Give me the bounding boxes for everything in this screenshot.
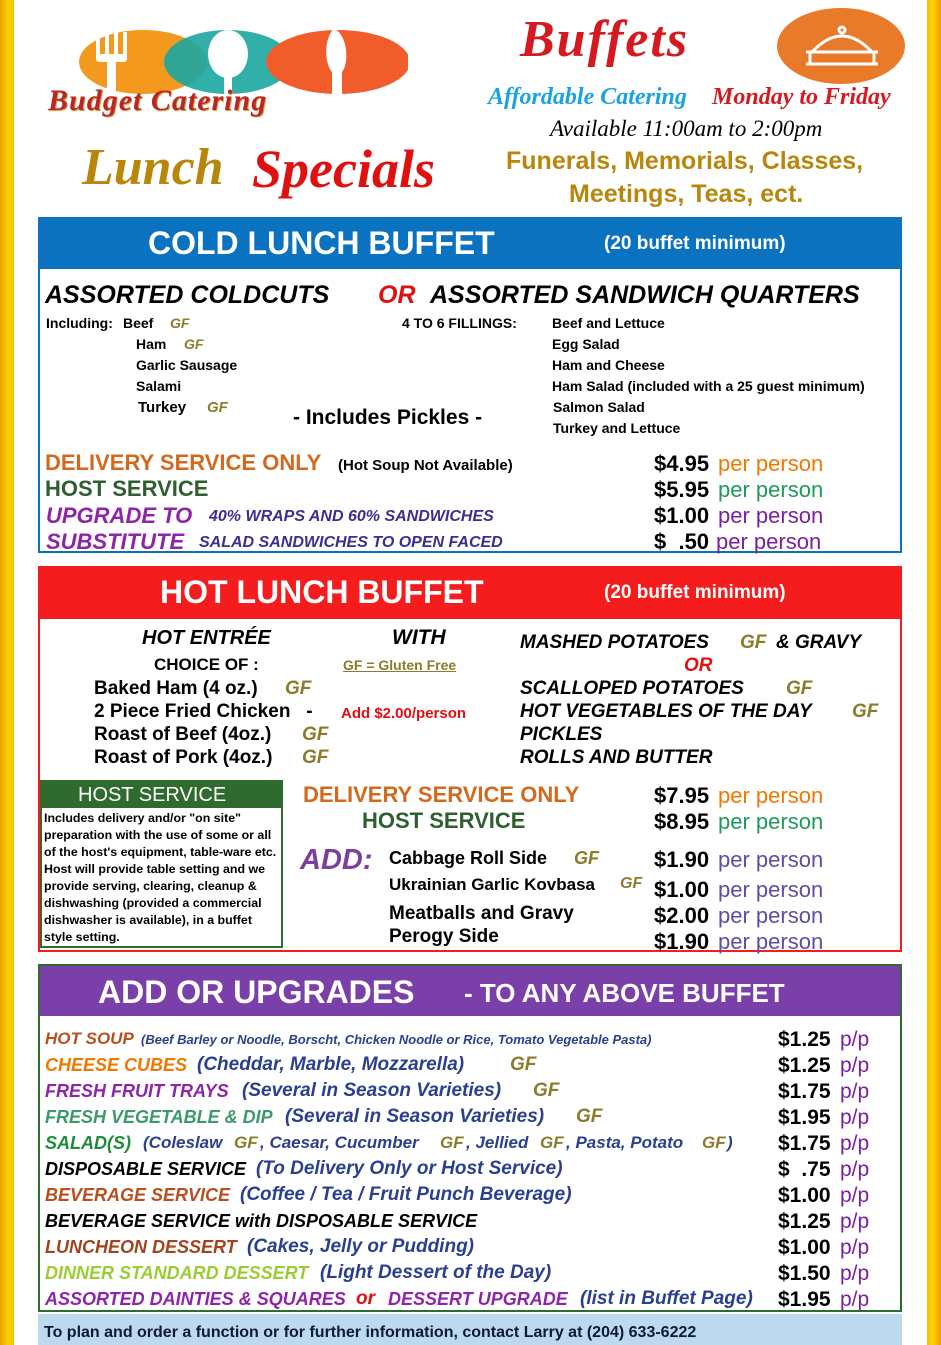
pp-label: p/p [840, 1054, 870, 1077]
gf-legend: GF = Gluten Free [343, 657, 457, 673]
hot-entree-label: HOT ENTRÉE [142, 627, 271, 649]
contact-text: To plan and order a function or for further information, contact Larry at (204) 633-6222 [44, 1324, 697, 1341]
filling-item: Ham and Cheese [552, 357, 665, 373]
upgrade-item-name: BEVERAGE SERVICE with DISPOSABLE SERVICE [45, 1211, 478, 1231]
upgrade-label: UPGRADE TO [46, 503, 193, 528]
side-pickles: PICKLES [520, 724, 603, 745]
pp-label: p/p [840, 1158, 870, 1181]
gf-tag: GF [540, 1133, 564, 1152]
upgrade-item-name: LUNCHEON DESSERT [45, 1237, 237, 1257]
gf-tag: GF [170, 315, 190, 331]
upgrade-item-name: FRESH VEGETABLE & DIP [45, 1107, 273, 1127]
brand-name: Budget Catering [48, 84, 268, 117]
including-label: Including: [46, 315, 113, 331]
cold-delivery-label: DELIVERY SERVICE ONLY [45, 450, 322, 475]
gf-tag: GF [302, 724, 329, 745]
upgrade-price: $1.75 [778, 1080, 831, 1103]
upgrade-item-desc: (Cheddar, Marble, Mozzarella) [197, 1054, 465, 1075]
pp-label: p/p [840, 1288, 870, 1311]
add-chicken-surcharge: Add $2.00/person [341, 705, 467, 722]
host-service-box-title: HOST SERVICE [78, 784, 227, 806]
per-person-label: per person [716, 529, 822, 554]
upgrade-price: $ .75 [778, 1158, 831, 1181]
hot-buffet-header [40, 568, 900, 619]
pp-label: p/p [840, 1106, 870, 1129]
upgrade-item-name: ASSORTED DAINTIES & SQUARES [45, 1289, 346, 1309]
hot-delivery-label: DELIVERY SERVICE ONLY [303, 782, 580, 807]
addon-item: Ukrainian Garlic Kovbasa [389, 875, 595, 894]
upgrade-price: $1.75 [778, 1132, 831, 1155]
side-vegetables: HOT VEGETABLES OF THE DAY [520, 701, 812, 722]
upgrade-price: $1.95 [778, 1288, 831, 1311]
gf-tag: GF [576, 1106, 603, 1127]
side-mashed: MASHED POTATOES [520, 632, 709, 653]
upgrade-item-desc: (Cakes, Jelly or Pudding) [247, 1236, 474, 1257]
cold-or: OR [378, 281, 416, 309]
cold-buffet-title: COLD LUNCH BUFFET [148, 225, 495, 261]
sides-or: OR [684, 655, 713, 676]
hot-host-price: $8.95 [654, 809, 710, 834]
addon-price: $1.90 [654, 847, 710, 872]
salad-part: ) [727, 1133, 733, 1152]
upgrades-title-suffix: - TO ANY ABOVE BUFFET [464, 978, 785, 1008]
upgrade-price: $1.00 [654, 503, 710, 528]
pp-label: p/p [840, 1236, 870, 1259]
per-person-label: per person [718, 903, 824, 928]
filling-item: Beef and Lettuce [552, 315, 665, 331]
meat-item: Turkey [138, 399, 187, 416]
left-border-stripe [0, 0, 14, 1345]
upgrade-item-name: HOT SOUP [45, 1029, 134, 1048]
coldcuts-heading: ASSORTED COLDCUTS [45, 281, 330, 309]
substitute-price: $ .50 [654, 529, 710, 554]
logo [48, 18, 408, 128]
salad-part: , Jellied [466, 1133, 529, 1152]
contact-footer [38, 1314, 902, 1345]
pp-label: p/p [840, 1262, 870, 1285]
salad-part: , Caesar, Cucumber [260, 1133, 419, 1152]
meat-item: Beef [123, 315, 154, 331]
upgrade-item-desc: (Coffee / Tea / Fruit Punch Beverage) [240, 1184, 572, 1205]
per-person-label: per person [718, 503, 824, 528]
upgrade-item-desc: (list in Buffet Page) [580, 1288, 753, 1309]
upgrade-item-desc: (To Delivery Only or Host Service) [256, 1158, 563, 1179]
filling-item: Turkey and Lettuce [553, 420, 681, 436]
upgrade-item-name: DINNER STANDARD DESSERT [45, 1263, 309, 1283]
upgrade-price: $1.25 [778, 1054, 831, 1077]
dessert-upgrade-label: DESSERT UPGRADE [388, 1289, 568, 1309]
choice-of-label: CHOICE OF : [154, 655, 259, 674]
hot-main-item: Roast of Pork (4oz.) [94, 747, 273, 768]
pp-label: p/p [840, 1080, 870, 1103]
meat-item: Salami [136, 378, 182, 394]
gf-tag: GF [440, 1133, 464, 1152]
events-line-2: Meetings, Teas, ect. [569, 180, 804, 208]
gf-tag: GF [302, 747, 329, 768]
host-service-description: Includes delivery and/or "on site" preparation with the use of some or all of the host's equipment, table-ware etc. Host will provide table setting and we provide serving, clearing, cleanup & dishwashing (provided a commercial dishwasher is available), in a buffet style setting. [44, 811, 277, 944]
filling-item: Egg Salad [552, 336, 620, 352]
hot-host-label: HOST SERVICE [362, 808, 526, 833]
addon-price: $1.90 [654, 929, 710, 954]
dainties-or: or [356, 1288, 375, 1309]
gf-tag: GF [533, 1080, 560, 1101]
per-person-label: per person [718, 847, 824, 872]
filling-item: Ham Salad (included with a 25 guest minimum) [552, 378, 865, 394]
cold-host-label: HOST SERVICE [45, 476, 209, 501]
weekday-range: Monday to Friday [712, 84, 891, 110]
upgrade-price: $1.25 [778, 1210, 831, 1233]
gf-tag: GF [852, 701, 879, 722]
add-label: ADD: [300, 844, 373, 876]
upgrade-price: $1.00 [778, 1236, 831, 1259]
meat-item: Garlic Sausage [136, 357, 238, 373]
cold-buffet-header [40, 219, 900, 269]
hot-main-item: Roast of Beef (4oz.) [94, 724, 272, 745]
events-line-1: Funerals, Memorials, Classes, [506, 147, 864, 175]
gf-tag: GF [574, 848, 599, 868]
upgrade-item-desc: (Light Dessert of the Day) [320, 1262, 552, 1283]
upgrade-price: $1.00 [778, 1184, 831, 1207]
upgrade-item-desc: (Coleslaw [143, 1133, 223, 1152]
gf-tag: GF [786, 678, 813, 699]
addon-price: $2.00 [654, 903, 710, 928]
side-gravy: & GRAVY [776, 632, 862, 653]
pp-label: p/p [840, 1184, 870, 1207]
gf-tag: GF [510, 1054, 537, 1075]
cold-delivery-price: $4.95 [654, 451, 710, 476]
upgrade-item-name: FRESH FRUIT TRAYS [45, 1081, 229, 1101]
host-service-box [40, 780, 283, 948]
gf-tag: GF [234, 1133, 258, 1152]
addon-item: Perogy Side [389, 926, 499, 947]
chafing-dish-icon [776, 6, 906, 86]
upgrade-item-name: DISPOSABLE SERVICE [45, 1159, 247, 1179]
per-person-label: per person [718, 477, 824, 502]
addon-price: $1.00 [654, 877, 710, 902]
per-person-label: per person [718, 783, 824, 808]
pp-label: p/p [840, 1028, 870, 1051]
with-label: WITH [392, 626, 446, 649]
per-person-label: per person [718, 877, 824, 902]
gf-tag: GF [740, 632, 767, 653]
per-person-label: per person [718, 929, 824, 954]
upgrade-desc: 40% WRAPS AND 60% SANDWICHES [209, 508, 494, 525]
pp-label: p/p [840, 1132, 870, 1155]
upgrade-item-name: SALAD(S) [45, 1133, 131, 1153]
specials-word: Specials [252, 139, 435, 199]
per-person-label: per person [718, 451, 824, 476]
affordable-catering: Affordable Catering [488, 84, 687, 110]
side-rolls: ROLLS AND BUTTER [520, 747, 713, 768]
sandwich-heading: ASSORTED SANDWICH QUARTERS [430, 281, 860, 309]
buffets-title: Buffets [520, 11, 690, 68]
cold-host-price: $5.95 [654, 477, 710, 502]
upgrade-item-name: CHEESE CUBES [45, 1055, 188, 1075]
addon-item: Cabbage Roll Side [389, 848, 548, 868]
addon-item: Meatballs and Gravy [389, 903, 574, 924]
upgrade-item-desc: (Several in Season Varieties) [285, 1106, 545, 1127]
gf-tag: GF [285, 678, 312, 699]
meat-item: Ham [136, 336, 167, 352]
gf-tag: GF [702, 1133, 726, 1152]
substitute-label: SUBSTITUTE [46, 529, 185, 554]
cold-buffet-minimum: (20 buffet minimum) [604, 233, 786, 254]
upgrade-item-desc: (Several in Season Varieties) [242, 1080, 502, 1101]
hot-main-item: Baked Ham (4 oz.) [94, 678, 258, 699]
upgrade-price: $1.95 [778, 1106, 831, 1129]
host-service-box-header [42, 782, 281, 808]
right-border-stripe [927, 0, 941, 1345]
lunch-word: Lunch [82, 139, 224, 196]
gf-tag: GF [184, 336, 204, 352]
gf-tag: GF [620, 875, 643, 892]
filling-item: Salmon Salad [553, 399, 645, 415]
pp-label: p/p [840, 1210, 870, 1233]
side-scalloped: SCALLOPED POTATOES [520, 678, 744, 699]
per-person-label: per person [718, 809, 824, 834]
fillings-label: 4 TO 6 FILLINGS: [402, 315, 517, 331]
hot-delivery-price: $7.95 [654, 783, 710, 808]
hot-buffet-title: HOT LUNCH BUFFET [160, 574, 484, 610]
upgrades-header [40, 966, 900, 1016]
upgrade-item-name: BEVERAGE SERVICE [45, 1185, 231, 1205]
substitute-desc: SALAD SANDWICHES TO OPEN FACED [199, 534, 503, 551]
upgrade-price: $1.25 [778, 1028, 831, 1051]
upgrades-title: ADD OR UPGRADES [98, 974, 415, 1010]
gf-tag: GF [207, 399, 228, 416]
upgrade-price: $1.50 [778, 1262, 831, 1285]
cold-no-soup-note: (Hot Soup Not Available) [338, 457, 513, 474]
pickles-note: - Includes Pickles - [293, 406, 483, 429]
upgrade-item-desc: (Beef Barley or Noodle, Borscht, Chicken Noodle or Rice, Tomato Vegetable Pasta) [141, 1032, 652, 1047]
hot-buffet-minimum: (20 buffet minimum) [604, 582, 786, 603]
salad-part: , Pasta, Potato [566, 1133, 684, 1152]
hot-main-item: 2 Piece Fried Chicken - [94, 701, 313, 722]
available-hours: Available 11:00am to 2:00pm [550, 116, 823, 141]
